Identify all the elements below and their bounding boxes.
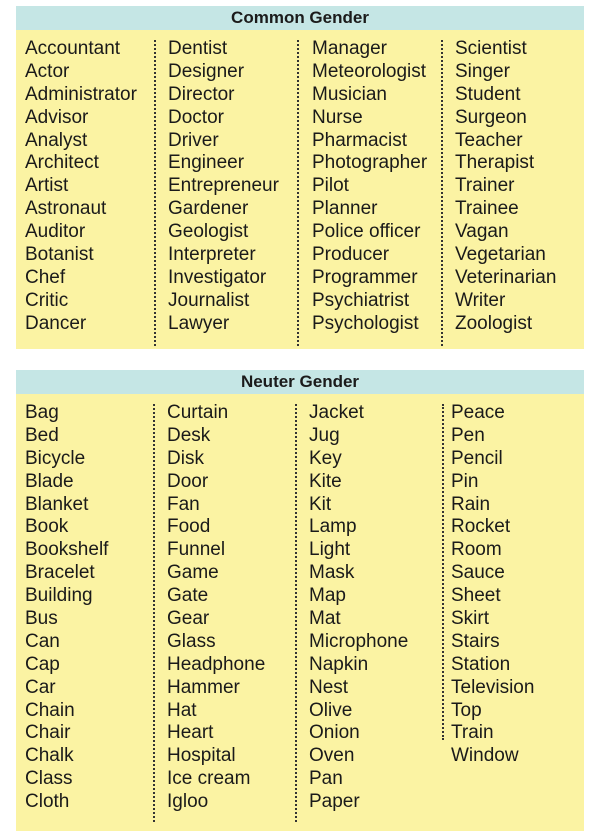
word-item: Critic xyxy=(25,289,69,311)
word-item: Paper xyxy=(309,791,360,813)
common-gender-column-1 xyxy=(25,38,137,336)
word-item: Dentist xyxy=(168,38,228,59)
common-gender-title: Common Gender xyxy=(16,6,584,30)
neuter-gender-column-1 xyxy=(25,402,108,814)
word-item: Designer xyxy=(168,60,245,82)
word-item: Hat xyxy=(167,699,197,721)
word-item: Jacket xyxy=(309,402,364,423)
word-item: Therapist xyxy=(455,152,535,174)
word-item: Pan xyxy=(309,768,343,790)
word-item: Chef xyxy=(25,266,66,288)
common-gender-column-4 xyxy=(455,38,556,336)
word-item: Mask xyxy=(309,562,355,584)
word-item: Pin xyxy=(451,470,479,492)
word-item: Manager xyxy=(312,38,387,59)
word-item: Dancer xyxy=(25,312,87,334)
word-item: Napkin xyxy=(309,653,369,675)
word-item: Book xyxy=(25,516,69,538)
neuter-gender-panel xyxy=(16,370,584,831)
word-item: Door xyxy=(167,470,209,492)
word-item: Administrator xyxy=(25,83,137,105)
word-item: Programmer xyxy=(312,266,418,288)
word-item: Blanket xyxy=(25,493,89,515)
word-item: Key xyxy=(309,447,342,469)
neuter-gender-column-4 xyxy=(451,402,534,768)
word-item: Sauce xyxy=(451,562,505,584)
word-item: Curtain xyxy=(167,402,229,423)
word-item: Window xyxy=(451,745,519,767)
word-item: Meteorologist xyxy=(312,60,427,82)
word-item: Entrepreneur xyxy=(168,175,279,197)
neuter-gender-title: Neuter Gender xyxy=(16,370,584,394)
word-item: Lamp xyxy=(309,516,357,538)
word-item: Bookshelf xyxy=(25,539,109,561)
word-item: Botanist xyxy=(25,244,94,266)
word-item: Architect xyxy=(25,152,99,174)
word-item: Oven xyxy=(309,745,355,767)
word-item: Journalist xyxy=(168,289,250,311)
word-item: Pilot xyxy=(312,175,349,197)
word-item: Igloo xyxy=(167,791,209,813)
word-item: Trainer xyxy=(455,175,515,197)
word-item: Nurse xyxy=(312,106,363,128)
word-item: Zoologist xyxy=(455,312,533,334)
word-item: Vegetarian xyxy=(455,244,546,266)
word-item: Onion xyxy=(309,722,360,744)
word-item: Class xyxy=(25,768,73,790)
word-item: Gardener xyxy=(168,198,249,220)
word-item: Driver xyxy=(168,129,219,151)
word-item: Jug xyxy=(309,424,340,446)
column-divider xyxy=(297,40,299,346)
word-item: Pen xyxy=(451,424,485,446)
column-divider xyxy=(295,404,297,822)
word-item: Writer xyxy=(455,289,506,311)
word-item: Director xyxy=(168,83,235,105)
word-item: Can xyxy=(25,630,60,652)
common-gender-panel xyxy=(16,6,584,349)
column-divider xyxy=(441,40,443,346)
word-item: Mat xyxy=(309,608,341,630)
word-item: Investigator xyxy=(168,266,267,288)
word-item: Actor xyxy=(25,60,70,82)
word-item: Microphone xyxy=(309,630,409,652)
word-item: Headphone xyxy=(167,653,266,675)
word-item: Funnel xyxy=(167,539,226,561)
word-item: Vagan xyxy=(455,221,509,243)
word-item: Chain xyxy=(25,699,75,721)
word-item: Chalk xyxy=(25,745,74,767)
word-item: Auditor xyxy=(25,221,86,243)
word-item: Room xyxy=(451,539,502,561)
word-item: Peace xyxy=(451,402,505,423)
word-item: Accountant xyxy=(25,38,121,59)
word-item: Light xyxy=(309,539,351,561)
word-item: Fan xyxy=(167,493,200,515)
word-item: Chair xyxy=(25,722,71,744)
word-item: Planner xyxy=(312,198,378,220)
word-item: Stairs xyxy=(451,630,500,652)
word-item: Station xyxy=(451,653,511,675)
word-item: Sheet xyxy=(451,585,501,607)
word-item: Photographer xyxy=(312,152,428,174)
common-gender-column-3 xyxy=(312,38,427,336)
word-item: Bicycle xyxy=(25,447,86,469)
column-divider xyxy=(153,404,155,822)
word-item: Cap xyxy=(25,653,60,675)
word-item: Singer xyxy=(455,60,510,82)
word-item: Building xyxy=(25,585,93,607)
word-item: Gear xyxy=(167,608,210,630)
word-item: Analyst xyxy=(25,129,88,151)
word-item: Desk xyxy=(167,424,211,446)
word-item: Television xyxy=(451,676,535,698)
word-item: Musician xyxy=(312,83,387,105)
word-item: Bracelet xyxy=(25,562,95,584)
word-item: Lawyer xyxy=(168,312,230,334)
word-item: Heart xyxy=(167,722,214,744)
word-item: Advisor xyxy=(25,106,89,128)
word-item: Cloth xyxy=(25,791,70,813)
word-item: Car xyxy=(25,676,56,698)
neuter-gender-column-3 xyxy=(309,402,408,814)
word-item: Artist xyxy=(25,175,69,197)
word-item: Game xyxy=(167,562,219,584)
word-item: Rocket xyxy=(451,516,511,538)
word-item: Doctor xyxy=(168,106,224,128)
word-item: Hospital xyxy=(167,745,236,767)
word-item: Interpreter xyxy=(168,244,256,266)
word-item: Ice cream xyxy=(167,768,251,790)
word-item: Psychologist xyxy=(312,312,419,334)
word-item: Scientist xyxy=(455,38,527,59)
word-item: Police officer xyxy=(312,221,421,243)
word-item: Veterinarian xyxy=(455,266,557,288)
word-item: Food xyxy=(167,516,211,538)
word-item: Map xyxy=(309,585,346,607)
word-item: Student xyxy=(455,83,521,105)
word-item: Train xyxy=(451,722,494,744)
word-item: Olive xyxy=(309,699,353,721)
word-item: Disk xyxy=(167,447,204,469)
word-item: Teacher xyxy=(455,129,523,151)
word-item: Bed xyxy=(25,424,59,446)
word-item: Nest xyxy=(309,676,349,698)
word-item: Bus xyxy=(25,608,58,630)
word-item: Blade xyxy=(25,470,74,492)
word-item: Engineer xyxy=(168,152,245,174)
word-item: Producer xyxy=(312,244,390,266)
word-item: Top xyxy=(451,699,482,721)
word-item: Glass xyxy=(167,630,216,652)
word-item: Pharmacist xyxy=(312,129,408,151)
word-item: Surgeon xyxy=(455,106,527,128)
word-item: Gate xyxy=(167,585,209,607)
word-item: Trainee xyxy=(455,198,519,220)
neuter-gender-column-2 xyxy=(167,402,265,814)
column-divider xyxy=(442,404,444,740)
word-item: Psychiatrist xyxy=(312,289,410,311)
word-item: Astronaut xyxy=(25,198,107,220)
word-item: Skirt xyxy=(451,608,489,630)
word-item: Bag xyxy=(25,402,59,423)
word-item: Pencil xyxy=(451,447,503,469)
word-item: Hammer xyxy=(167,676,240,698)
word-item: Geologist xyxy=(168,221,249,243)
word-item: Kite xyxy=(309,470,342,492)
common-gender-column-2 xyxy=(168,38,279,336)
word-item: Rain xyxy=(451,493,491,515)
word-item: Kit xyxy=(309,493,332,515)
column-divider xyxy=(154,40,156,346)
